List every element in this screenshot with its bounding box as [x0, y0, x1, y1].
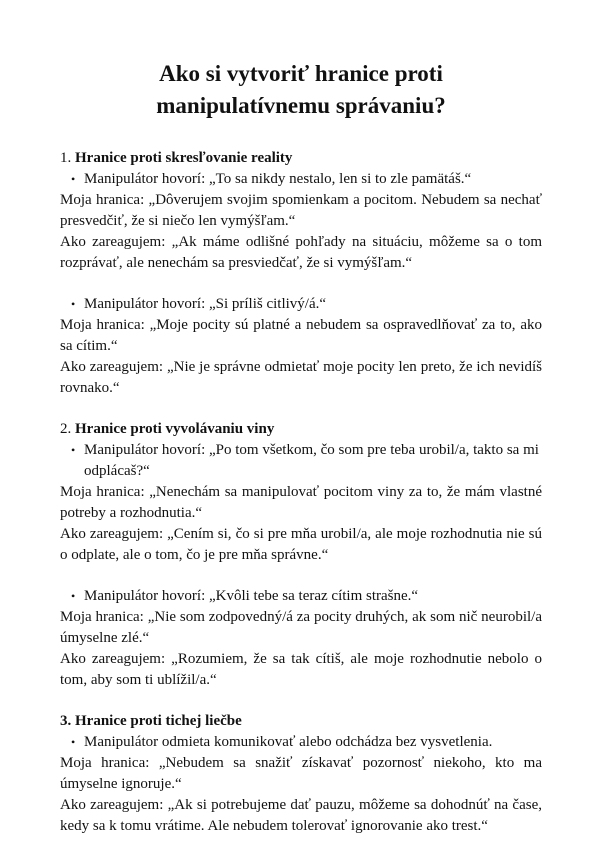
my-boundary: Moja hranica: „Dôverujem svojim spomienkam a pocitom. Nebudem sa nechať presvedčiť, že si niečo len vymýšľam.“	[60, 192, 542, 229]
my-boundary: Moja hranica: „Nenechám sa manipulovať pocitom viny za to, že mám vlastné potreby a rozhodnutia.“	[60, 484, 542, 521]
section-heading	[60, 711, 542, 732]
bullet-icon: •	[71, 735, 76, 749]
bullet-list	[60, 440, 542, 482]
manipulator-statement-text: Manipulátor hovorí: „Kvôli tebe sa teraz cítim strašne.“	[84, 588, 419, 604]
my-boundary: Moja hranica: „Moje pocity sú platné a nebudem sa ospravedlňovať za to, ako sa cítim.“	[60, 317, 542, 354]
my-response: Ako zareagujem: „Ak máme odlišné pohľady na situáciu, môžeme sa o tom rozprávať, ale nenechám sa presviedčať, že si vymýšľam.“	[60, 234, 542, 271]
document-title: Ako si vytvoriť hranice proti manipulatívnemu správaniu?	[156, 61, 446, 118]
manipulator-statement	[71, 586, 542, 607]
manipulator-statement	[71, 294, 542, 315]
bullet-icon: •	[71, 589, 76, 603]
my-boundary: Moja hranica: „Nie som zodpovedný/á za pocity druhých, ak som nič neurobil/a úmyselne zlé.“	[60, 609, 542, 646]
bullet-list	[60, 169, 542, 190]
my-boundary: Moja hranica: „Nebudem sa snažiť získavať pozornosť niekoho, kto ma úmyselne ignoruje.“	[60, 755, 542, 792]
manipulator-statement	[71, 440, 542, 482]
section-heading	[60, 419, 542, 440]
manipulator-statement	[71, 169, 542, 190]
my-response: Ako zareagujem: „Ak si potrebujeme dať pauzu, môžeme sa dohodnúť na čase, kedy sa k tomu vrátime. Ale nebudem tolerovať ignorovanie ako trest.“	[60, 797, 542, 834]
bullet-icon: •	[71, 297, 76, 311]
my-response: Ako zareagujem: „Cením si, čo si pre mňa urobil/a, ale moje rozhodnutia nie sú o odplate, ale o tom, čo je pre mňa správne.“	[60, 526, 542, 563]
example-block	[60, 294, 542, 399]
section-number: 2.	[60, 421, 72, 437]
section-number: 1.	[60, 150, 72, 166]
manipulator-statement-text: Manipulátor hovorí: „Po tom všetkom, čo som pre teba urobil/a, takto sa mi odplácaš?“	[84, 442, 539, 479]
section-silent-treatment	[60, 711, 542, 837]
section-title: Hranice proti skresľovanie reality	[75, 150, 293, 166]
section-reality-distortion	[60, 148, 542, 399]
example-block	[60, 169, 542, 274]
my-response: Ako zareagujem: „Nie je správne odmietať moje pocity len preto, že ich nevidíš rovnako.“	[60, 359, 542, 396]
bullet-list	[60, 294, 542, 315]
section-heading	[60, 148, 542, 169]
manipulator-statement	[71, 732, 542, 753]
bullet-list	[60, 732, 542, 753]
manipulator-statement-text: Manipulátor hovorí: „Si príliš citlivý/á.“	[84, 296, 327, 312]
section-guilt-tripping	[60, 419, 542, 691]
my-response: Ako zareagujem: „Rozumiem, že sa tak cítiš, ale moje rozhodnutie nebolo o tom, aby som ti ublížil/a.“	[60, 651, 542, 688]
bullet-icon: •	[71, 443, 76, 457]
manipulator-statement-text: Manipulátor odmieta komunikovať alebo odchádza bez vysvetlenia.	[84, 734, 493, 750]
example-block	[60, 732, 542, 837]
bullet-list	[60, 586, 542, 607]
bullet-icon: •	[71, 172, 76, 186]
manipulator-statement-text: Manipulátor hovorí: „To sa nikdy nestalo, len si to zle pamätáš.“	[84, 171, 472, 187]
section-title: Hranice proti vyvolávaniu viny	[75, 421, 275, 437]
example-block	[60, 440, 542, 566]
example-block	[60, 586, 542, 691]
section-number: 3.	[60, 713, 72, 729]
section-title: Hranice proti tichej liečbe	[75, 713, 242, 729]
